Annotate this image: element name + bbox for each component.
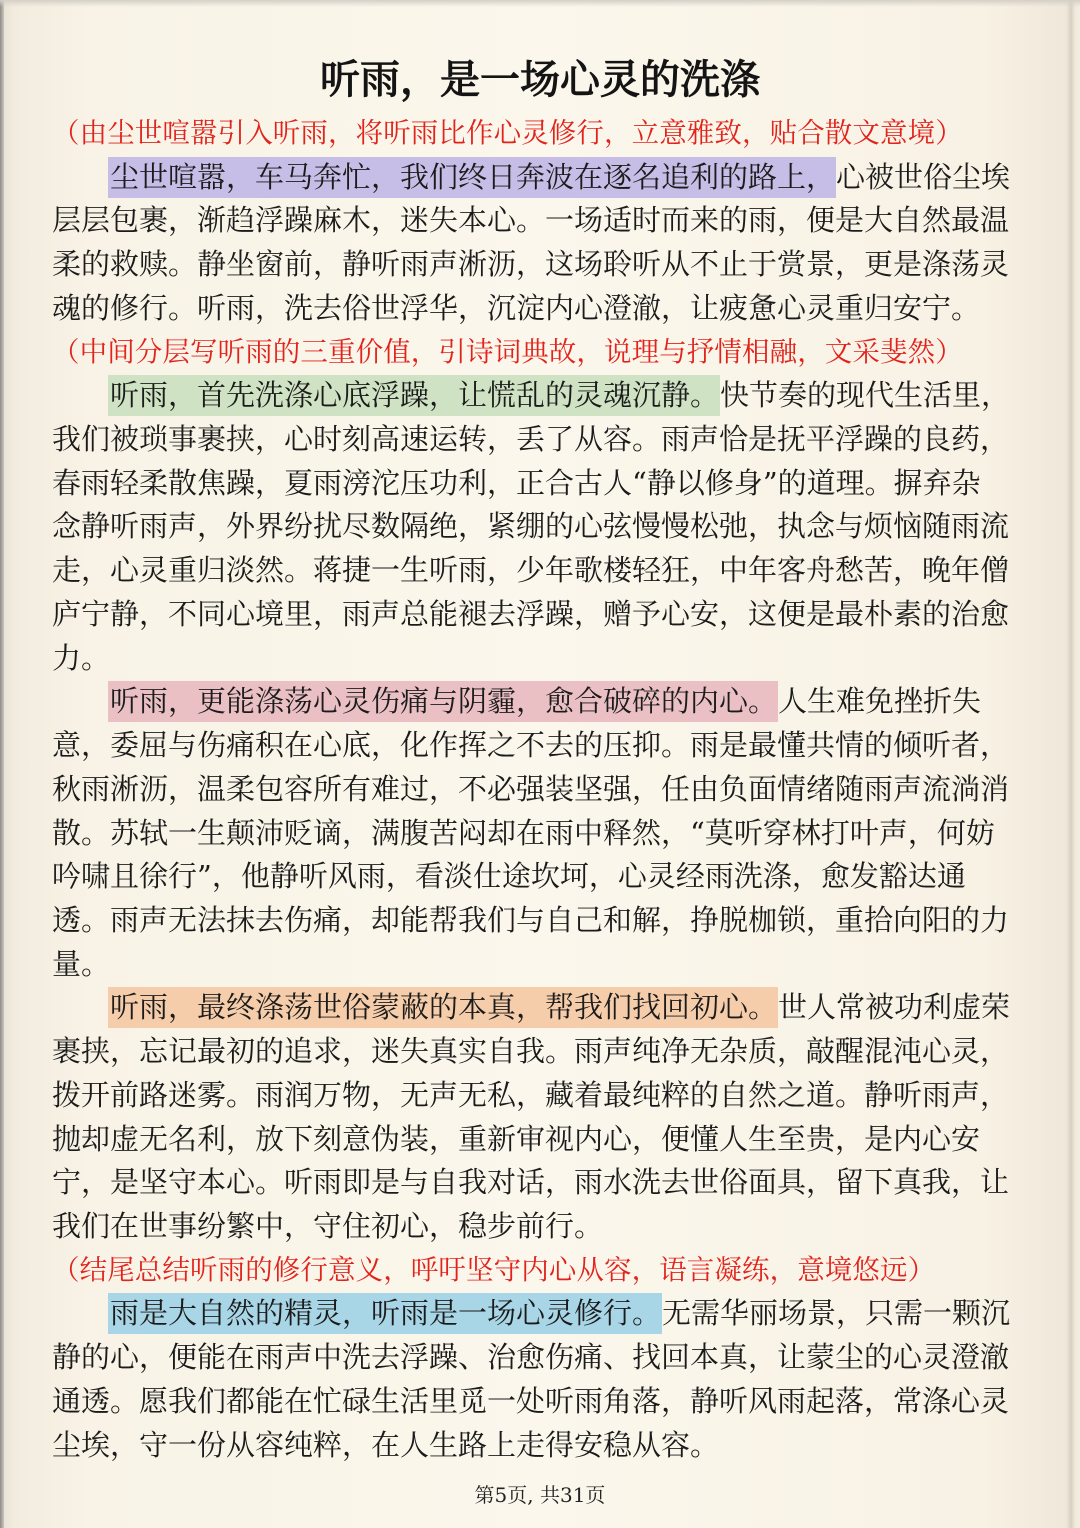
text-line bbox=[52, 1292, 1016, 1336]
body-text: 通透。愿我们都能在忙碌生活里觅一处听雨角落，静听风雨起落，常涤心灵 bbox=[52, 1383, 1010, 1418]
highlighted-sentence: 听雨，最终涤荡世俗蒙蔽的本真，帮我们找回初心。 bbox=[108, 987, 778, 1028]
text-line bbox=[52, 724, 1016, 768]
text-line bbox=[52, 374, 1016, 418]
annotation-note: （中间分层写听雨的三重价值，引诗词典故，说理与抒情相融，文采斐然） bbox=[52, 335, 963, 368]
annotation-note: （结尾总结听雨的修行意义，呼吁坚守内心从容，语言凝练，意境悠远） bbox=[52, 1253, 936, 1286]
body-text: 世人常被功利虚荣 bbox=[778, 990, 1011, 1025]
text-line bbox=[52, 899, 1016, 943]
text-line bbox=[52, 1161, 1016, 1205]
body-text: 宁，是坚守本心。听雨即是与自我对话，雨水洗去世俗面具，留下真我，让 bbox=[52, 1165, 1010, 1200]
text-line bbox=[52, 199, 1016, 243]
body-text: 层层包裹，渐趋浮躁麻木，迷失本心。一场适时而来的雨，便是大自然最温 bbox=[52, 203, 1010, 238]
body-text: 走，心灵重归淡然。蒋捷一生听雨，少年歌楼轻狂，中年客舟愁苦，晚年僧 bbox=[52, 553, 1010, 588]
body-text: 抛却虚无名利，放下刻意伪装，重新审视内心，便懂人生至贵，是内心安 bbox=[52, 1121, 981, 1156]
body-text: 人生难免挫折失 bbox=[778, 684, 982, 719]
body-text: 念静听雨声，外界纷扰尽数隔绝，紧绷的心弦慢慢松弛，执念与烦恼随雨流 bbox=[52, 509, 1010, 544]
body-text: 透。雨声无法抹去伤痛，却能帮我们与自己和解，挣脱枷锁，重拾向阳的力 bbox=[52, 902, 1010, 937]
body-text: 裹挟，忘记最初的追求，迷失真实自我。雨声纯净无杂质，敲醒混沌心灵， bbox=[52, 1034, 1010, 1069]
text-line bbox=[52, 156, 1016, 200]
text-line bbox=[52, 855, 1016, 899]
body-text: 散。苏轼一生颠沛贬谪，满腹苦闷却在雨中释然，“莫听穿林打叶声，何妨 bbox=[52, 815, 995, 850]
text-line bbox=[52, 287, 1016, 331]
text-line bbox=[52, 1336, 1016, 1380]
text-line bbox=[52, 505, 1016, 549]
text-line bbox=[52, 943, 1016, 987]
body-text: 意，委屈与伤痛积在心底，化作挥之不去的压抑。雨是最懂共情的倾听者， bbox=[52, 728, 1010, 763]
text-line bbox=[52, 768, 1016, 812]
body-text: 量。 bbox=[52, 946, 111, 981]
text-line bbox=[52, 1030, 1016, 1074]
body-text: 庐宁静，不同心境里，雨声总能褪去浮躁，赠予心安，这便是最朴素的治愈 bbox=[52, 596, 1010, 631]
text-line bbox=[52, 1118, 1016, 1162]
text-line bbox=[52, 1424, 1016, 1468]
annotation-note: （由尘世喧嚣引入听雨，将听雨比作心灵修行，立意雅致，贴合散文意境） bbox=[52, 117, 963, 149]
text-line bbox=[52, 680, 1016, 724]
text-line bbox=[52, 1074, 1016, 1118]
body-text: 秋雨淅沥，温柔包容所有难过，不必强装坚强，任由负面情绪随雨声流淌消 bbox=[52, 771, 1010, 806]
text-line bbox=[52, 812, 1016, 856]
body-text: 吟啸且徐行”，他静听风雨，看淡仕途坎坷，心灵经雨洗涤，愈发豁达通 bbox=[52, 859, 966, 894]
paragraph bbox=[52, 1292, 1016, 1467]
body-text: 春雨轻柔散焦躁，夏雨滂沱压功利，正合古人“静以修身”的道理。摒弃杂 bbox=[52, 465, 981, 500]
body-text: 快节奏的现代生活里， bbox=[720, 378, 1011, 413]
text-line bbox=[52, 1380, 1016, 1424]
body-text: 无需华丽场景，只需一颗沉 bbox=[662, 1296, 1011, 1331]
body-text: 力。 bbox=[52, 640, 111, 675]
body-text: 魂的修行。听雨，洗去俗世浮华，沉淀内心澄澈，让疲惫心灵重归安宁。 bbox=[52, 290, 981, 325]
text-line bbox=[52, 549, 1016, 593]
text-line bbox=[52, 986, 1016, 1030]
highlighted-sentence: 听雨，更能涤荡心灵伤痛与阴霾，愈合破碎的内心。 bbox=[108, 681, 778, 722]
essay-body bbox=[52, 112, 1016, 1467]
body-text: 我们在世事纷繁中，守住初心，稳步前行。 bbox=[52, 1208, 604, 1243]
highlighted-sentence: 尘世喧嚣，车马奔忙，我们终日奔波在逐名追利的路上， bbox=[108, 157, 836, 198]
highlighted-sentence: 听雨，首先洗涤心底浮躁，让慌乱的灵魂沉静。 bbox=[108, 375, 720, 416]
body-text: 尘埃，守一份从容纯粹，在人生路上走得安稳从容。 bbox=[52, 1427, 720, 1462]
highlighted-sentence: 雨是大自然的精灵，听雨是一场心灵修行。 bbox=[108, 1293, 662, 1334]
text-line bbox=[52, 1205, 1016, 1249]
body-text: 拨开前路迷雾。雨润万物，无声无私，藏着最纯粹的自然之道。静听雨声， bbox=[52, 1077, 1010, 1112]
paragraph bbox=[52, 374, 1016, 680]
body-text: 我们被琐事裹挟，心时刻高速运转，丢了从容。雨声恰是抚平浮躁的良药， bbox=[52, 422, 1010, 457]
essay-title: 听雨，是一场心灵的洗涤 bbox=[320, 57, 760, 103]
text-line bbox=[52, 418, 1016, 462]
text-line bbox=[52, 243, 1016, 287]
text-line bbox=[52, 637, 1016, 681]
text-line bbox=[52, 593, 1016, 637]
page-number-footer: 第5页, 共31页 bbox=[474, 1483, 606, 1507]
body-text: 柔的救赎。静坐窗前，静听雨声淅沥，这场聆听从不止于赏景，更是涤荡灵 bbox=[52, 247, 1010, 282]
text-line bbox=[52, 462, 1016, 506]
body-text: 心被世俗尘埃 bbox=[836, 159, 1011, 194]
body-text: 静的心，便能在雨声中洗去浮躁、治愈伤痛、找回本真，让蒙尘的心灵澄澈 bbox=[52, 1340, 1010, 1375]
paragraph bbox=[52, 986, 1016, 1248]
paragraph bbox=[52, 680, 1016, 986]
paragraph bbox=[52, 156, 1016, 331]
